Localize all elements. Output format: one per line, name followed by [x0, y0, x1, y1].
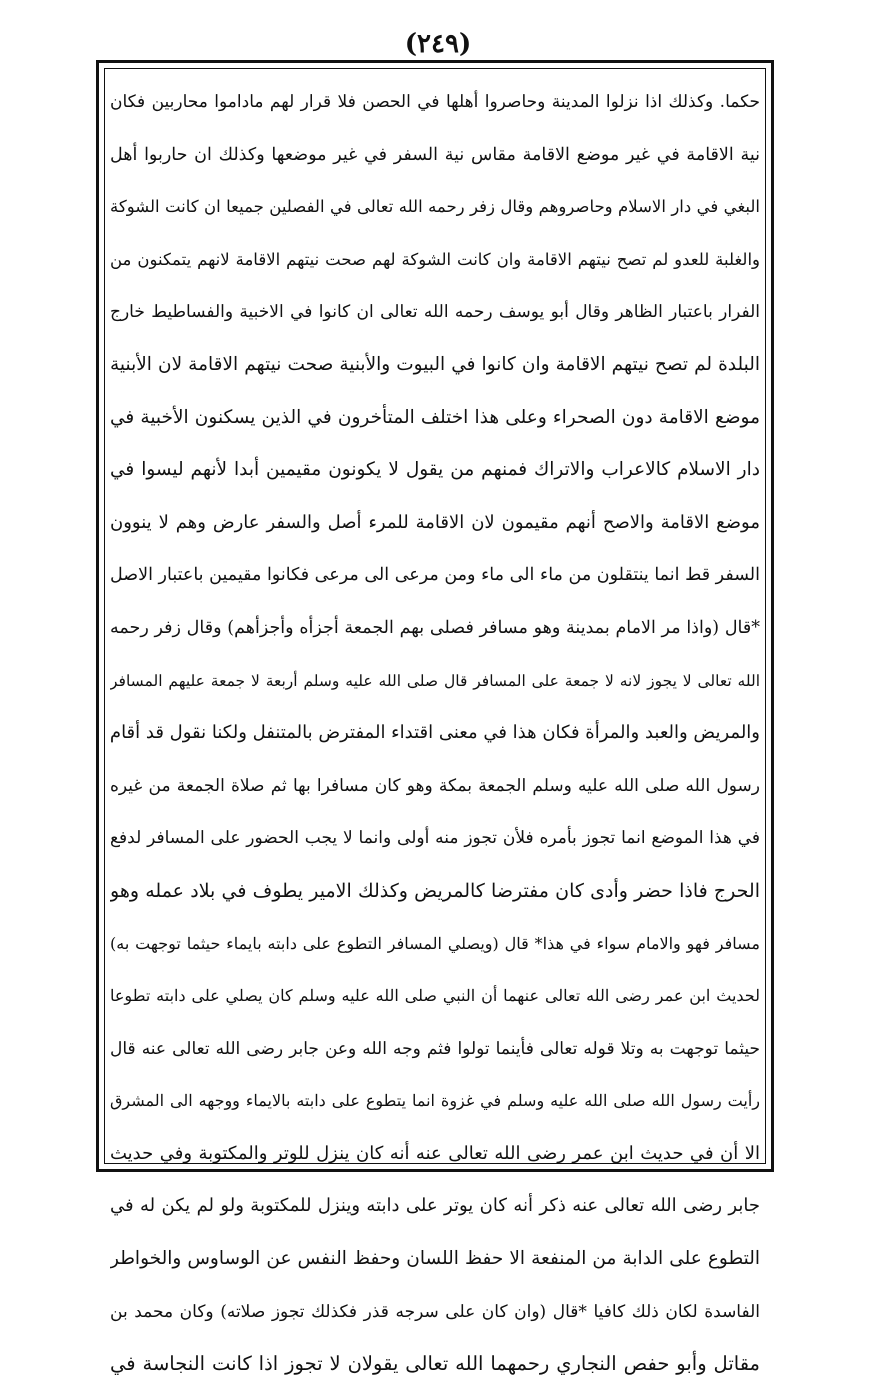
text-line: السفر قط انما ينتقلون من ماء الى ماء ومن مرعى الى مرعى فكانوا مقيمين باعتبار الاصل [110, 565, 760, 586]
text-line: رسول الله صلى الله عليه وسلم الجمعة بمكة وهو كان مسافرا بها ثم صلاة الجمعة من غيره [110, 775, 760, 796]
text-line: لحديث ابن عمر رضى الله تعالى عنهما أن النبي صلى الله عليه وسلم كان يصلي على دابته تطوعا [110, 986, 760, 1006]
text-line: الفرار باعتبار الظاهر وقال أبو يوسف رحمه الله تعالى ان كانوا في الاخبية والفساطيط خارج [110, 302, 760, 323]
text-line: الا أن في حديث ابن عمر رضى الله تعالى عنه أنه كان ينزل للوتر والمكتوبة وفي حديث [110, 1142, 760, 1164]
text-line: موضع الاقامة دون الصحراء وعلى هذا اختلف المتأخرون في الذين يسكنون الأخبية في [110, 406, 760, 428]
text-line: جابر رضى الله تعالى عنه ذكر أنه كان يوتر على دابته وينزل للمكتوبة ولو لم يكن له في [110, 1195, 760, 1217]
text-line: في هذا الموضع انما تجوز بأمره فلأن تجوز منه أولى وانما لا يجب الحضور على المسافر لدفع [110, 828, 760, 849]
text-line: الحرج فاذا حضر وأدى كان مفترضا كالمريض وكذلك الامير يطوف في بلاد عمله وهو [110, 879, 760, 902]
text-line: والمريض والعبد والمرأة فكان هذا في معنى اقتداء المفترض بالمتنفل ولكنا نقول قد أقام [110, 722, 760, 744]
text-line: الفاسدة لكان ذلك كافيا *قال (وان كان على سرجه قذر فكذلك تجوز صلاته) وكان محمد بن [110, 1301, 760, 1322]
page-number: (٢٤٩) [404, 29, 472, 59]
text-line: نية الاقامة في غير موضع الاقامة مقاس نية السفر في غير موضعها وكذلك ان حاربوا أهل [110, 144, 760, 165]
text-line: البغي في دار الاسلام وحاصروهم وقال زفر رحمه الله تعالى في الفصلين جميعا ان كانت الشوكة [110, 197, 760, 217]
text-line: التطوع على الدابة من المنفعة الا حفظ اللسان وحفظ النفس عن الوساوس والخواطر [110, 1248, 760, 1270]
text-line: *قال (واذا مر الامام بمدينة وهو مسافر فصلى بهم الجمعة أجزأه وأجزأهم) وقال زفر رحمه [110, 617, 760, 638]
text-line: مسافر فهو والامام سواء في هذا* قال (ويصلي المسافر التطوع على دابته بايماء حيثما توجهت به) [110, 933, 760, 953]
text-line: دار الاسلام كالاعراب والاتراك فمنهم من يقول لا يكونون مقيمين أبدا لأنهم ليسوا في [110, 459, 760, 481]
text-line: حكما. وكذلك اذا نزلوا المدينة وحاصروا أهلها في الحصن فلا قرار لهم ماداموا محاربين فكان [110, 92, 760, 112]
text-line: موضع الاقامة والاصح أنهم مقيمون لان الاقامة للمرء أصل والسفر عارض وهم لا ينوون [110, 511, 760, 533]
text-line: والغلبة للعدو لم تصح نيتهم الاقامة وان كانت الشوكة لهم صحت نيتهم الاقامة لانهم يتمكنون من [110, 249, 760, 269]
text-line: الله تعالى لا يجوز لانه لا جمعة على المسافر قال صلى الله عليه وسلم أربعة لا جمعة عليهم المسافر [110, 671, 760, 690]
text-line: رأيت رسول الله صلى الله عليه وسلم في غزوة انما يتطوع على دابته بالايماء ووجهه الى المشرق [110, 1091, 760, 1111]
text-line: مقاتل وأبو حفص النجاري رحمهما الله تعالى يقولان لا تجوز اذا كانت النجاسة في [110, 1352, 760, 1376]
text-line: حيثما توجهت به وتلا قوله تعالى فأينما تولوا فثم وجه الله وعن جابر رضى الله تعالى عنه قال [110, 1038, 760, 1059]
body-text [110, 76, 760, 1391]
text-line: البلدة لم تصح نيتهم الاقامة وان كانوا في البيوت والأبنية صحت نيتهم الاقامة لان الأبنية [110, 353, 760, 375]
